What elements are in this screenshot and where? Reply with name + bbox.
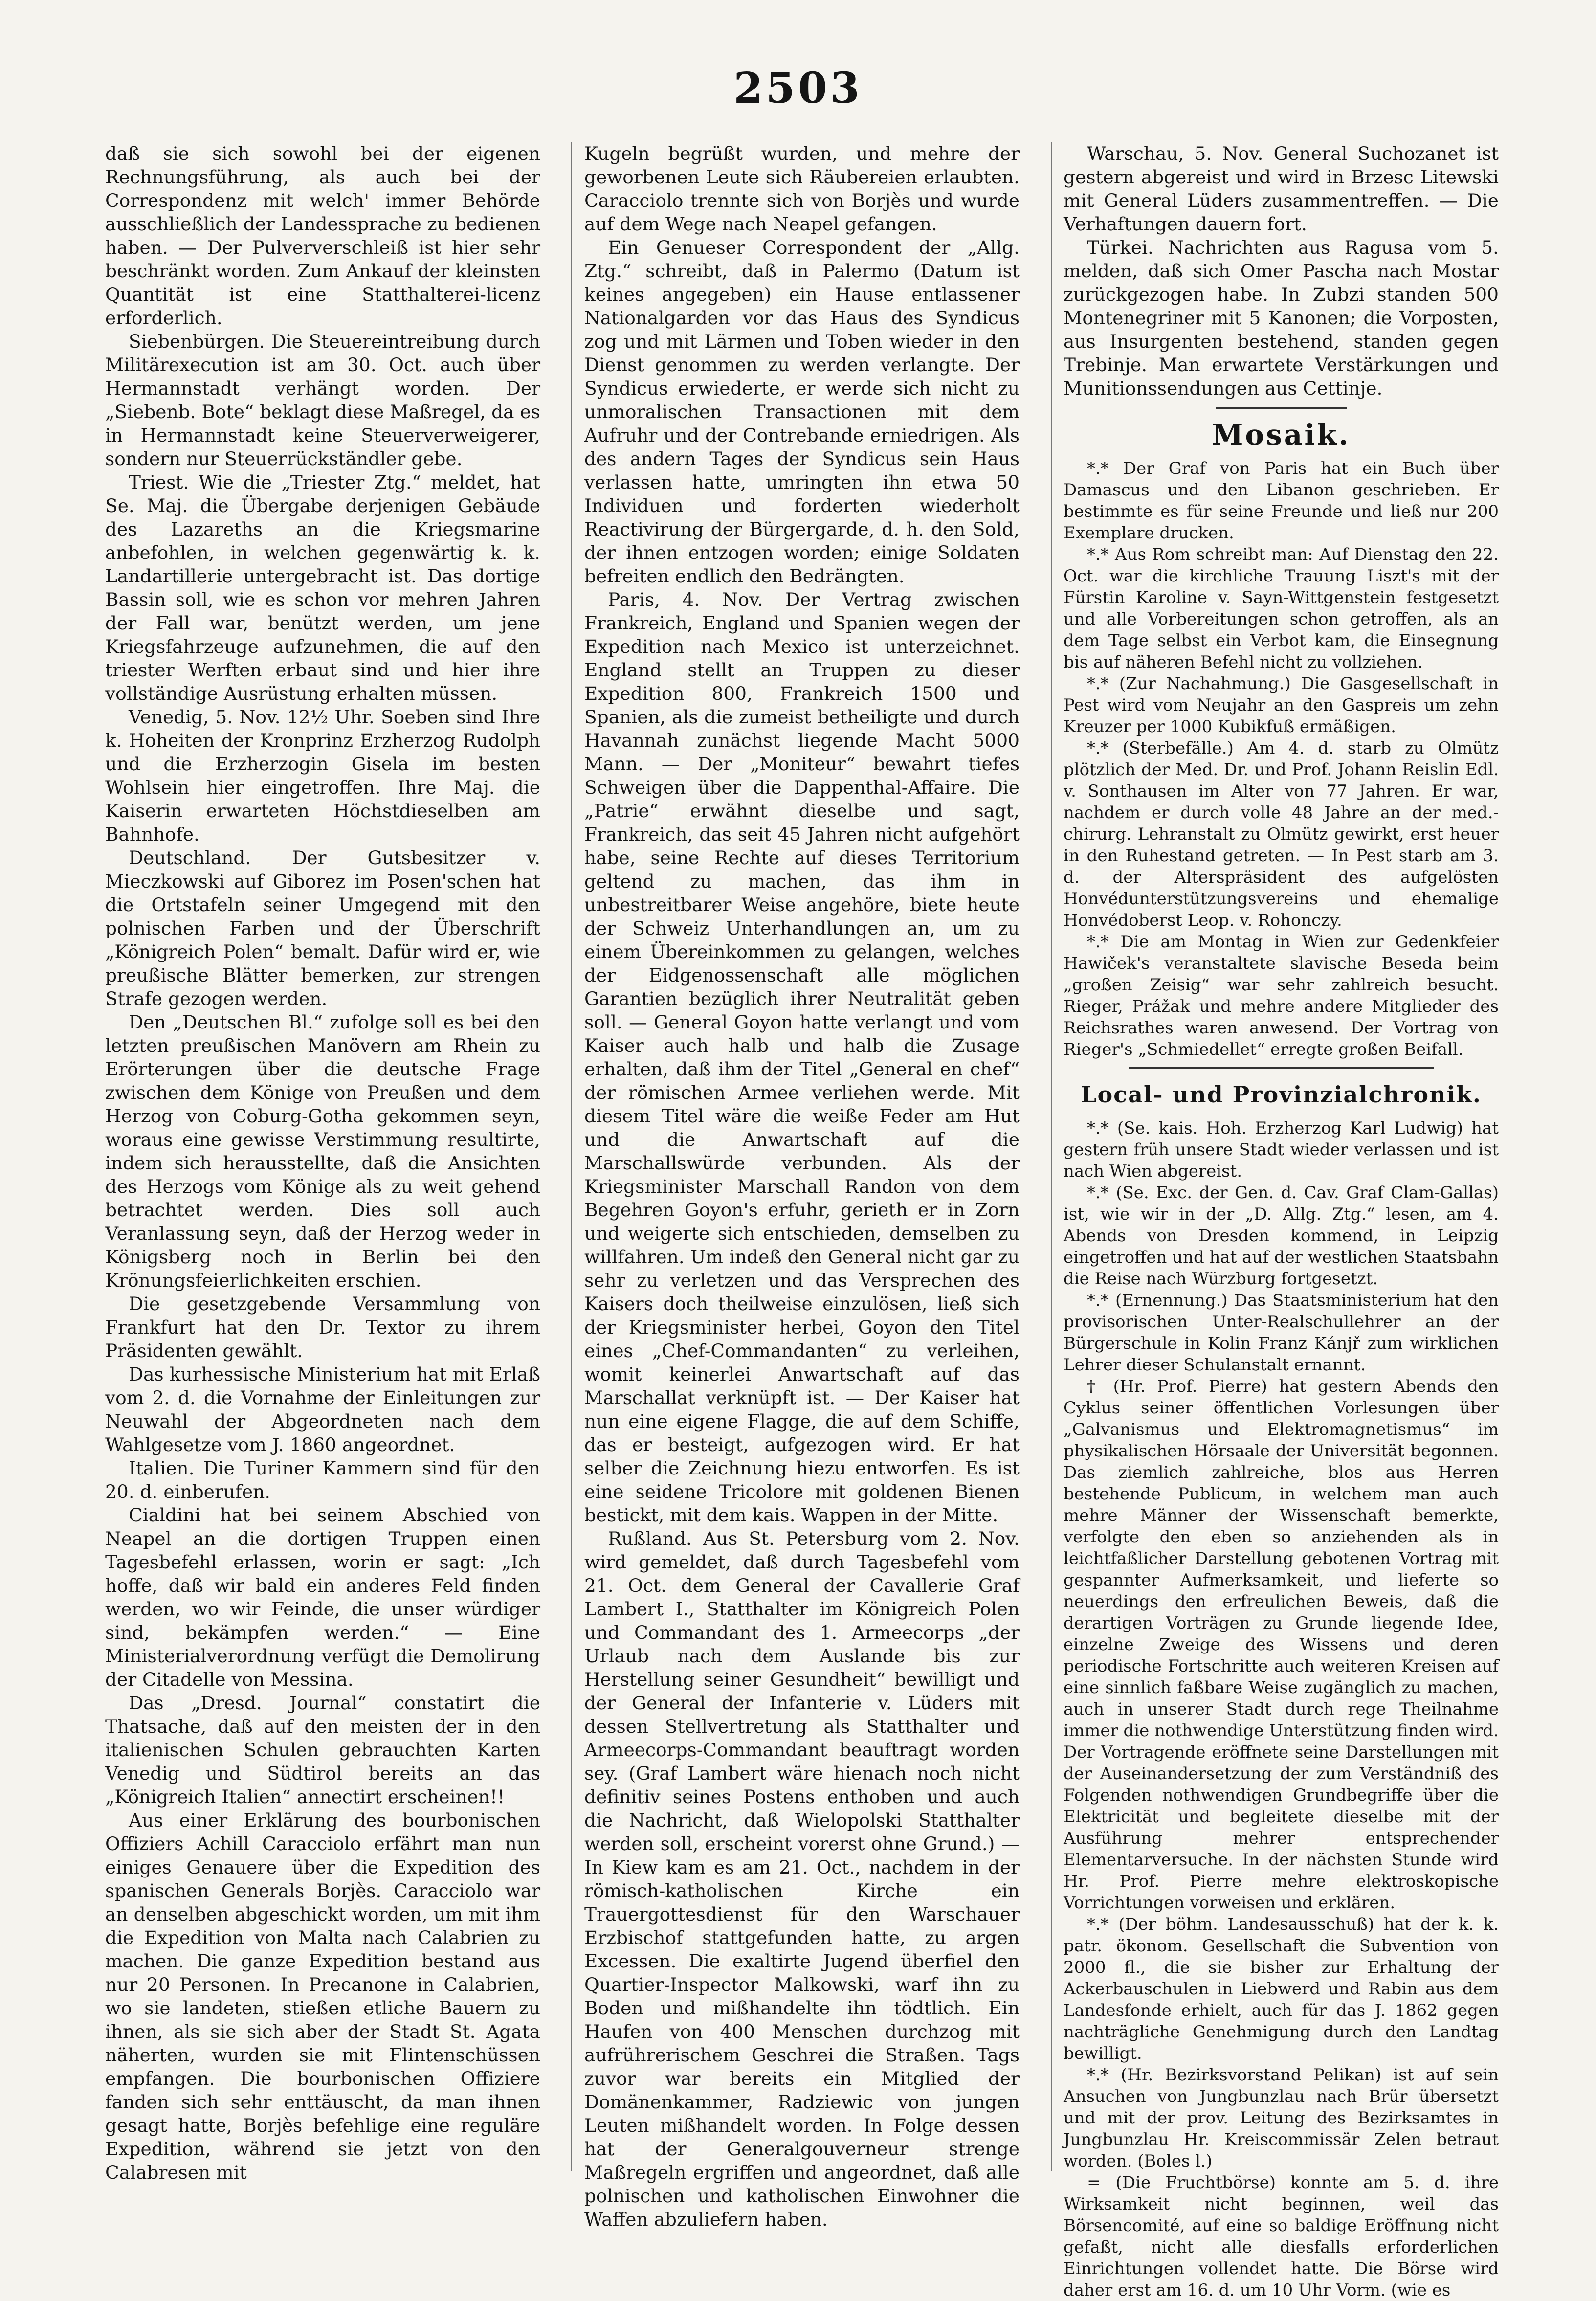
paragraph-tuerkei: Türkei. Nachrichten aus Ragusa vom 5. melden, daß sich Omer Pascha nach Mostar zurückgezogen habe. In Zubzi standen 500 Montenegriner mit 5 Kanonen; die Vorposten, aus Insurgenten bestehend, standen gegen Trebinje. Man erwartete Verstärkungen und Munitionssendungen aus Cettinje. xyxy=(1064,237,1499,399)
paragraph: daß sie sich sowohl bei der eigenen Rechnungsführung, als auch bei der Correspondenz mit welch' immer Behörde ausschließlich der Landessprache zu bedienen haben. — Der Pulververschleiß ist hier sehr beschränkt worden. Zum Ankauf der kleinsten Quantität ist eine Statthalterei-licenz erforderlich. xyxy=(105,143,540,329)
page-number: 2503 xyxy=(733,64,863,113)
paragraph-deutschland: Deutschland. Der Gutsbesitzer v. Mieczkowski auf Giborez im Posen'schen hat die Ortstafeln seiner Umgegend mit den polnischen Farben und der Überschrift „Königreich Polen“ bemalt. Dafür wird er, wie preußische Blätter bemerken, zur strengen Strafe gezogen werden. xyxy=(105,847,540,1009)
paragraph-russland: Rußland. Aus St. Petersburg vom 2. Nov. wird gemeldet, daß durch Tagesbefehl vom 21. Oct. dem General der Cavallerie Graf Lambert I., Statthalter im Königreich Polen und Commandant des 1. Armeecorps „der Urlaub nach dem Auslande bis zur Herstellung seiner Gesundheit“ bewilligt und der General der Infanterie v. Lüders mit dessen Stellvertretung als Statthalter und Armeecorps-Commandant beauftragt worden sey. (Graf Lambert wäre hienach noch nicht definitiv seines Postens enthoben und auch die Nachricht, daß Wielopolski Statthalter werden soll, erscheint vorerst ohne Grund.) — In Kiew kam es am 21. Oct., nachdem in der römisch-katholischen Kirche ein Trauergottesdienst für den Warschauer Erzbischof stattgefunden hatte, zu argen Excessen. Die exaltirte Jugend überfiel den Quartier-Inspector Malkowski, warf ihn zu Boden und mißhandelte ihn tödtlich. Ein Haufen von 400 Menschen durchzog mit aufrührerischem Geschrei die Straßen. Tags zuvor war bereits ein Mitglied der Domänenkammer, Radziewic von jungen Leuten mißhandelt worden. In Folge dessen hat der Generalgouverneur strenge Maßregeln ergriffen und angeordnet, daß alle polnischen und katholischen Einwohner die Waffen abzuliefern haben. xyxy=(584,1528,1020,2230)
paragraph: Ein Genueser Correspondent der „Allg. Ztg.“ schreibt, daß in Palermo (Datum ist keines angegeben) ein Hause entlassener Nationalgarden vor das Haus des Syndicus zog und mit Lärmen und Toben wieder in den Dienst genommen zu werden verlangte. Der Syndicus erwiederte, er werde sich nicht zu unmoralischen Transactionen mit dem Aufruhr und der Contrebande erniedrigen. Als des andern Tages der Syndicus sein Haus verlassen hatte, umringten ihn etwa 50 Individuen und forderten wiederholt Reactivirung der Bürgergarde, d. h. den Sold, der ihnen entzogen worden; einige Soldaten befreiten endlich den Bedrängten. xyxy=(584,237,1020,587)
mosaik-item: *.* Der Graf von Paris hat ein Buch über Damascus und den Libanon geschrieben. Er bestimmte es für seine Freunde und ließ nur 200 Exemplare drucken. xyxy=(1064,459,1499,543)
section-divider xyxy=(1129,1067,1434,1069)
paragraph: Das „Dresd. Journal“ constatirt die Thatsache, daß auf den meisten der in den italienischen Schulen gebrauchten Karten Venedig und Südtirol bereits an das „Königreich Italien“ annectirt erscheinen!! xyxy=(105,1692,540,1808)
local-item: *.* (Se. Exc. der Gen. d. Cav. Graf Clam-Gallas) ist, wie wir in der „D. Allg. Ztg.“ lesen, am 4. Abends von Dresden kommend, in Leipzig eingetroffen und hat auf der westlichen Staatsbahn die Reise nach Würzburg fortgesetzt. xyxy=(1064,1183,1499,1289)
mosaik-item: *.* (Zur Nachahmung.) Die Gasgesellschaft in Pest wird vom Neujahr an den Gaspreis um zehn Kreuzer per 1000 Kubikfuß ermäßigen. xyxy=(1064,674,1499,737)
section-title-mosaik: Mosaik. xyxy=(1212,418,1351,451)
local-item: *.* (Hr. Bezirksvorstand Pelikan) ist auf sein Ansuchen von Jungbunzlau nach Brür übersetzt und mit der prov. Leitung des Bezirksamtes in Jungbunzlau Hr. Kreiscommissär Zelen betraut worden. (Boles l.) xyxy=(1064,2065,1499,2171)
paragraph-venedig: Venedig, 5. Nov. 12½ Uhr. Soeben sind Ihre k. Hoheiten der Kronprinz Erzherzog Rudolph und die Erzherzogin Gisela im besten Wohlsein hier eingetroffen. Ihre Maj. die Kaiserin erwarteten Höchstdieselben am Bahnhofe. xyxy=(105,706,540,845)
local-item: *.* (Ernennung.) Das Staatsministerium hat den provisorischen Unter-Realschullehrer an der Bürgerschule in Kolin Franz Kánjř zum wirklichen Lehrer dieser Schulanstalt ernannt. xyxy=(1064,1291,1499,1375)
paragraph: Den „Deutschen Bl.“ zufolge soll es bei den letzten preußischen Manövern am Rhein zu Erörterungen über die deutsche Frage zwischen dem Könige von Preußen und dem Herzog von Coburg-Gotha gekommen seyn, woraus eine gewisse Verstimmung resultirte, indem sich herausstellte, daß die Ansichten des Herzogs vom Könige als zu weit gehend betrachtet werden. Dies soll auch Veranlassung seyn, daß der Herzog weder in Königsberg noch in Berlin bei den Krönungsfeierlichkeiten erschien. xyxy=(105,1011,540,1291)
section-divider xyxy=(1216,407,1347,409)
paragraph-paris: Paris, 4. Nov. Der Vertrag zwischen Frankreich, England und Spanien wegen der Expedition nach Mexico ist unterzeichnet. England stellt an Truppen zu dieser Expedition 800, Frankreich 1500 und Spanien, als die zumeist betheiligte und durch Havannah zunächst liegende Macht 5000 Mann. — Der „Moniteur“ bewahrt tiefes Schweigen über die Dappenthal-Affaire. Die „Patrie“ erwähnt dieselbe und sagt, Frankreich, das seit 45 Jahren nicht aufgehört habe, seine Rechte auf dieses Territorium geltend zu machen, das ihm in unbestreitbarer Weise angehöre, biete heute der Schweiz Unterhandlungen an, um zu einem Übereinkommen zu gelangen, welches der Eidgenossenschaft alle möglichen Garantien bezüglich ihrer Neutralität geben soll. — General Goyon hatte verlangt und vom Kaiser auch halb und halb die Zusage erhalten, daß ihm der Titel „General en chef“ der römischen Armee verliehen werde. Mit diesem Titel wäre die weiße Feder am Hut und die Anwartschaft auf die Marschallswürde verbunden. Als der Kriegsminister Marschall Randon von dem Begehren Goyon's erfuhr, gerieth er in Zorn und weigerte sich entschieden, demselben zu willfahren. Um indeß den General nicht gar zu sehr zu verletzen und das Versprechen des Kaisers doch theilweise einzulösen, ließ sich der Kriegsminister herbei, Goyon den Titel eines „Chef-Commandanten“ zu verleihen, womit keinerlei Anwartschaft auf das Marschallat verknüpft ist. — Der Kaiser hat nun eine eigene Flagge, die auf dem Schiffe, das er besteigt, aufgezogen wird. Er hat selber die Zeichnung hiezu entworfen. Es ist eine seidene Tricolore mit goldenen Bienen bestickt, mit dem kais. Wappen in der Mitte. xyxy=(584,589,1020,1526)
local-item: † (Hr. Prof. Pierre) hat gestern Abends den Cyklus seiner öffentlichen Vorlesungen über „Galvanismus und Elektromagnetismus“ im physikalischen Hörsaale der Universität begonnen. Das ziemlich zahlreiche, blos aus Herren bestehende Publicum, in welchem man auch mehre Männer der Wissenschaft bemerkte, verfolgte den eben so anziehenden als in leichtfaßlicher Darstellung gebotenen Vortrag mit gespannter Aufmerksamkeit, und lieferte so neuerdings den erfreulichen Beweis, daß die derartigen Vorträgen zu Grunde liegende Idee, einzelne Zweige des Wissens und deren periodische Fortschritte auch weiteren Kreisen auf eine sinnlich faßbare Weise zugänglich zu machen, auch in unserer Stadt durch rege Theilnahme immer die nothwendige Unterstützung finden wird. Der Vortragende eröffnete seine Darstellungen mit der Auseinandersetzung der zum Verständniß des Folgenden nothwendigen Grundbegriffe über die Elektricität und begleitete dieselbe mit der Ausführung mehrer entsprechender Elementarversuche. In der nächsten Stunde wird Hr. Prof. Pierre mehre elektroskopische Vorrichtungen vorweisen und erklären. xyxy=(1064,1377,1499,1913)
column-middle xyxy=(584,142,1020,2230)
column-divider-left xyxy=(571,142,572,2171)
paragraph: Die gesetzgebende Versammlung von Frankfurt hat den Dr. Textor zu ihrem Präsidenten gewählt. xyxy=(105,1293,540,1362)
mosaik-item: *.* Aus Rom schreibt man: Auf Dienstag den 22. Oct. war die kirchliche Trauung Liszt's mit der Fürstin Karoline v. Sayn-Wittgenstein festgesetzt und alle Vorbereitungen schon getroffen, als an dem Tage selbst ein Verbot kam, die Einsegnung bis auf näheren Befehl nicht zu vollziehen. xyxy=(1064,545,1499,672)
paragraph-warschau: Warschau, 5. Nov. General Suchozanet ist gestern abgereist und wird in Brzesc Litewski mit General Lüders zusammentreffen. — Die Verhaftungen dauern fort. xyxy=(1064,143,1499,235)
paragraph-triest: Triest. Wie die „Triester Ztg.“ meldet, hat Se. Maj. die Übergabe derjenigen Gebäude des Lazareths an die Kriegsmarine anbefohlen, in welchen gegenwärtig k. k. Landartillerie untergebracht ist. Das dortige Bassin soll, wie es schon vor mehren Jahren der Fall war, benützt werden, um jene Kriegsfahrzeuge aufzunehmen, die auf den triester Werften erbaut sind und hier ihre vollständige Ausrüstung erhalten müssen. xyxy=(105,471,540,704)
paragraph: Kugeln begrüßt wurden, und mehre der geworbenen Leute sich Räubereien erlaubten. Caracciolo trennte sich von Borjès und wurde auf dem Wege nach Neapel gefangen. xyxy=(584,143,1020,235)
paragraph-siebenbuergen: Siebenbürgen. Die Steuereintreibung durch Militärexecution ist am 30. Oct. auch über Hermannstadt verhängt worden. Der „Siebenb. Bote“ beklagt diese Maßregel, da es in Hermannstadt keine Steuerverweigerer, sondern nur Steuerrückständler gebe. xyxy=(105,331,540,469)
column-right xyxy=(1064,142,1499,2300)
column-divider-right xyxy=(1051,142,1052,2171)
paragraph: Das kurhessische Ministerium hat mit Erlaß vom 2. d. die Vornahme der Einleitungen zur Neuwahl der Abgeordneten nach dem Wahlgesetze vom J. 1860 angeordnet. xyxy=(105,1363,540,1455)
paragraph: Cialdini hat bei seinem Abschied von Neapel an die dortigen Truppen einen Tagesbefehl erlassen, worin er sagt: „Ich hoffe, daß wir bald ein anderes Feld finden werden, wo wir Feinde, die unser würdiger sind, bekämpfen werden.“ — Eine Ministerialverordnung verfügt die Demolirung der Citadelle von Messina. xyxy=(105,1504,540,1690)
local-item: *.* (Se. kais. Hoh. Erzherzog Karl Ludwig) hat gestern früh unsere Stadt wieder verlassen und ist nach Wien abgereist. xyxy=(1064,1118,1499,1181)
mosaik-item: *.* Die am Montag in Wien zur Gedenkfeier Hawiček's veranstaltete slavische Beseda beim „großen Zeisig“ war sehr zahlreich besucht. Rieger, Prážak und mehre andere Mitglieder des Reichsrathes waren anwesend. Der Vortrag von Rieger's „Schmiedellet“ erregte großen Beifall. xyxy=(1064,932,1499,1059)
column-left xyxy=(105,142,540,2183)
paragraph-italien: Italien. Die Turiner Kammern sind für den 20. d. einberufen. xyxy=(105,1457,540,1502)
local-item: = (Die Fruchtbörse) konnte am 5. d. ihre Wirksamkeit nicht beginnen, weil das Börsencomité, auf eine so baldige Eröffnung nicht gefaßt, nicht alle diesfalls erforderlichen Einrichtungen vollendet hatte. Die Börse wird daher erst am 16. d. um 10 Uhr Vorm. (wie es xyxy=(1064,2173,1499,2300)
paragraph: Aus einer Erklärung des bourbonischen Offiziers Achill Caracciolo erfährt man nun einiges Genauere über die Expedition des spanischen Generals Borjès. Caracciolo war an denselben abgeschickt worden, um mit ihm die Expedition von Malta nach Calabrien zu machen. Die ganze Expedition bestand aus nur 20 Personen. In Precanone in Calabrien, wo sie landeten, stießen etliche Bauern zu ihnen, als sie sich aber der Stadt St. Agata näherten, wurden sie mit Flintenschüssen empfangen. Die bourbonischen Offiziere fanden sich sehr enttäuscht, da man ihnen gesagt hatte, Borjès befehlige eine reguläre Expedition, während sie jetzt von den Calabresen mit xyxy=(105,1810,540,2183)
section-title-local-chronicle: Local- und Provinzialchronik. xyxy=(1081,1081,1482,1108)
local-item: *.* (Der böhm. Landesausschuß) hat der k. k. patr. ökonom. Gesellschaft die Subvention von 2000 fl., die sie bisher zur Erhaltung der Ackerbauschulen in Liebwerd und Rabin aus dem Landesfonde erhielt, auch für das J. 1862 gegen nachträgliche Genehmigung durch den Landtag bewilligt. xyxy=(1064,1915,1499,2063)
mosaik-item: *.* (Sterbefälle.) Am 4. d. starb zu Olmütz plötzlich der Med. Dr. und Prof. Johann Reislin Edl. v. Sonthausen im Alter von 77 Jahren. Er war, nachdem er durch volle 48 Jahre an der med.-chirurg. Lehranstalt zu Olmütz gewirkt, erst heuer in den Ruhestand getreten. — In Pest starb am 3. d. der Alterspräsident des aufgelösten Honvédunterstützungsvereins und ehemalige Honvédoberst Leop. v. Rohonczy. xyxy=(1064,738,1499,930)
